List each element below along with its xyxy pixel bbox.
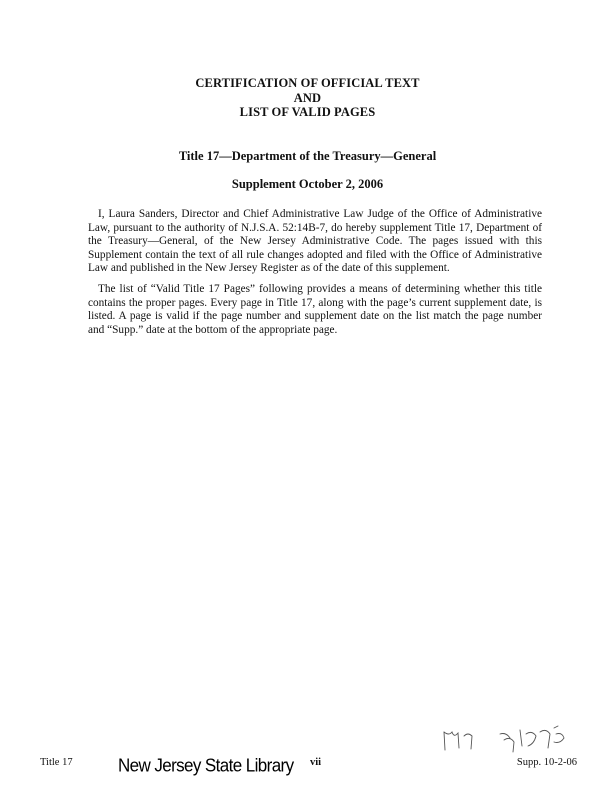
heading-line-3: LIST OF VALID PAGES: [239, 105, 376, 119]
footer-title: Title 17: [40, 757, 73, 768]
supplement-date: Supp. 10-2-06: [516, 757, 577, 768]
body-text: [88, 208, 542, 344]
paragraph-certification: I, Laura Sanders, Director and Chief Administrative Law Judge of the Office of Administrative Law, pursuant to the authority of N.J.S.A. 52:14B-7, do hereby supplement Title 17, Department of the Treasury—General, of the New Jersey Administrative Code. The pages issued with this Supplement contain the text of all rule changes adopted and filed with the Office of Administrative Law and published in the New Jersey Register as of the date of this supplement.: [88, 208, 542, 275]
title-line: Title 17—Department of the Treasury—General: [178, 149, 437, 163]
heading-line-1: CERTIFICATION OF OFFICIAL TEXT: [195, 76, 420, 90]
page-number: vii: [310, 757, 322, 768]
library-stamp: New Jersey State Library: [118, 755, 294, 776]
handwritten-scribble-mark: [440, 722, 575, 756]
heading-line-2: AND: [293, 90, 322, 105]
supplement-line: Supplement October 2, 2006: [231, 177, 384, 191]
certification-heading: [0, 76, 615, 120]
paragraph-valid-pages: The list of “Valid Title 17 Pages” following provides a means of determining whether this title contains the proper pages. Every page in Title 17, along with the page’s current supplement date, is listed. A page is valid if the page number and supplement date on the list match the page number and “Supp.” date at the bottom of the appropriate page.: [88, 282, 542, 336]
